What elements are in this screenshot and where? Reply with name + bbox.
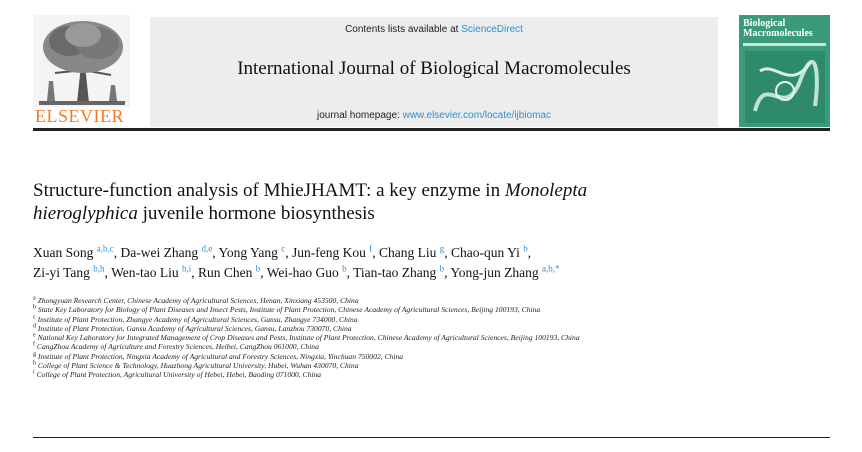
author-separator: , xyxy=(444,245,452,260)
author-list xyxy=(33,243,823,283)
title-species-epithet: hieroglyphica xyxy=(33,203,138,224)
author-name[interactable]: Yong-jun Zhang xyxy=(450,265,539,280)
title-part-1: Structure-function analysis of MhieJHAMT: a key enzyme in xyxy=(33,180,505,201)
affiliation-item xyxy=(33,352,823,361)
author-affiliation-marker[interactable]: g xyxy=(439,243,445,254)
author-affiliation-marker[interactable]: b,i xyxy=(181,263,192,274)
affiliation-text: Institute of Plant Protection, Ningxia Academy of Agricultural and Forestry Sciences, Ningxia, Yinchuan 750002, China xyxy=(36,351,404,361)
homepage-prefix: journal homepage: xyxy=(316,110,403,121)
affiliation-item xyxy=(33,361,823,370)
author-separator: , xyxy=(372,245,380,260)
affiliation-text: National Key Laboratory for Integrated Management of Crop Diseases and Pests, Institute of Plant Protection, Chinese Academy of Agricultural Sciences, Beijing 100193, China xyxy=(35,333,580,343)
article-title xyxy=(33,179,753,225)
author-affiliation-marker[interactable]: b xyxy=(255,263,261,274)
author-affiliation-marker[interactable]: b,h xyxy=(93,263,105,274)
author-name[interactable]: Da-wei Zhang xyxy=(120,245,199,260)
affiliation-text: Institute of Plant Protection, Zhangye Academy of Agricultural Sciences, Gansu, Zhangye 734000, China xyxy=(35,314,358,324)
contents-prefix: Contents lists available at xyxy=(345,24,462,35)
author-name[interactable]: Jun-feng Kou xyxy=(292,245,366,260)
journal-cover[interactable] xyxy=(739,15,830,127)
affiliation-text: CangZhou Academy of Agriculture and Forestry Sciences, Heibei, CangZhou 061000, China xyxy=(35,342,319,352)
cover-title-line1: Biological xyxy=(743,18,786,29)
author-name[interactable]: Xuan Song xyxy=(33,245,94,260)
affiliation-marker: c xyxy=(33,314,36,321)
cover-title-line2: Macromolecules xyxy=(743,28,813,39)
affiliation-item xyxy=(33,342,823,351)
author-separator: , xyxy=(104,265,112,280)
cover-subtitle-bar xyxy=(743,43,826,46)
journal-banner xyxy=(150,17,718,127)
author-name[interactable]: Wei-hao Guo xyxy=(266,265,339,280)
affiliation-text: Institute of Plant Protection, Gansu Academy of Agricultural Sciences, Gansu, Lanzhou 730070, China xyxy=(36,323,352,333)
affiliation-marker: f xyxy=(33,341,35,348)
affiliation-marker: a xyxy=(33,295,36,302)
footer-divider xyxy=(33,437,830,438)
author-name[interactable]: Tian-tao Zhang xyxy=(353,265,437,280)
author-affiliation-marker[interactable]: b xyxy=(439,263,445,274)
author-name[interactable]: Chang Liu xyxy=(379,245,437,260)
author-name[interactable]: Wen-tao Liu xyxy=(111,265,179,280)
author-affiliation-marker[interactable]: f xyxy=(369,243,373,254)
author-separator: , xyxy=(212,245,219,260)
cover-molecule-icon xyxy=(745,51,825,123)
cover-title xyxy=(743,19,813,39)
author-name[interactable]: Chao-qun Yi xyxy=(451,245,520,260)
affiliation-item xyxy=(33,324,823,333)
affiliation-text: Zhongyuan Research Center, Chinese Academy of Agricultural Sciences, Henan, Xinxiang 453500, China xyxy=(35,296,359,305)
author-affiliation-marker[interactable]: b xyxy=(342,263,347,274)
affiliation-text: State Key Laboratory for Biology of Plant Diseases and Insect Pests, Institute of Plant Protection, Chinese Academy of Agricultural Sciences, Beijing 100193, China xyxy=(36,305,541,315)
author-affiliation-marker[interactable]: c xyxy=(281,243,286,254)
author-name[interactable]: Zi-yi Tang xyxy=(33,265,90,280)
sciencedirect-link[interactable]: ScienceDirect xyxy=(461,24,523,35)
affiliation-item xyxy=(33,315,823,324)
affiliation-text: College of Plant Protection, Agricultural University of Hebei, Hebei, Baoding 071000, China xyxy=(34,370,322,380)
affiliation-text: College of Plant Science & Technology, Huazhong Agricultural University, Hubei, Wuhan 430070, China xyxy=(36,361,359,371)
author-affiliation-marker[interactable]: a,b,* xyxy=(542,263,560,274)
author-separator: , xyxy=(346,265,354,280)
affiliation-marker: i xyxy=(33,369,35,376)
journal-title[interactable]: International Journal of Biological Macromolecules xyxy=(237,58,631,79)
author-separator: , xyxy=(260,265,267,280)
author-separator: , xyxy=(113,245,121,260)
tree-icon xyxy=(33,15,130,107)
author-separator: , xyxy=(191,265,198,280)
homepage-link[interactable]: www.elsevier.com/locate/ijbiomac xyxy=(402,110,551,121)
affiliation-item xyxy=(33,370,823,379)
contents-line xyxy=(150,24,718,35)
author-affiliation-marker[interactable]: a,b,c xyxy=(96,243,114,254)
header-divider xyxy=(33,128,830,131)
affiliation-item xyxy=(33,296,823,305)
elsevier-logo[interactable] xyxy=(33,15,130,127)
affiliation-item xyxy=(33,305,823,314)
affiliation-marker: g xyxy=(33,351,36,358)
author-separator: , xyxy=(444,265,451,280)
affiliation-list xyxy=(33,296,823,380)
homepage-line xyxy=(150,110,718,121)
author-affiliation-marker[interactable]: d,e xyxy=(201,243,213,254)
affiliation-marker: d xyxy=(33,323,36,330)
journal-header xyxy=(33,15,830,127)
author-name[interactable]: Run Chen xyxy=(197,265,253,280)
author-name[interactable]: Yong Yang xyxy=(218,245,278,260)
title-part-2: juvenile hormone biosynthesis xyxy=(137,203,375,224)
author-separator: , xyxy=(527,245,532,260)
affiliation-marker: h xyxy=(33,360,36,367)
affiliation-marker: b xyxy=(33,304,36,311)
affiliation-marker: e xyxy=(33,332,36,339)
title-species-genus: Monolepta xyxy=(504,180,588,201)
elsevier-wordmark: ELSEVIER xyxy=(35,106,124,126)
author-separator: , xyxy=(285,245,293,260)
author-affiliation-marker[interactable]: b xyxy=(523,243,528,254)
